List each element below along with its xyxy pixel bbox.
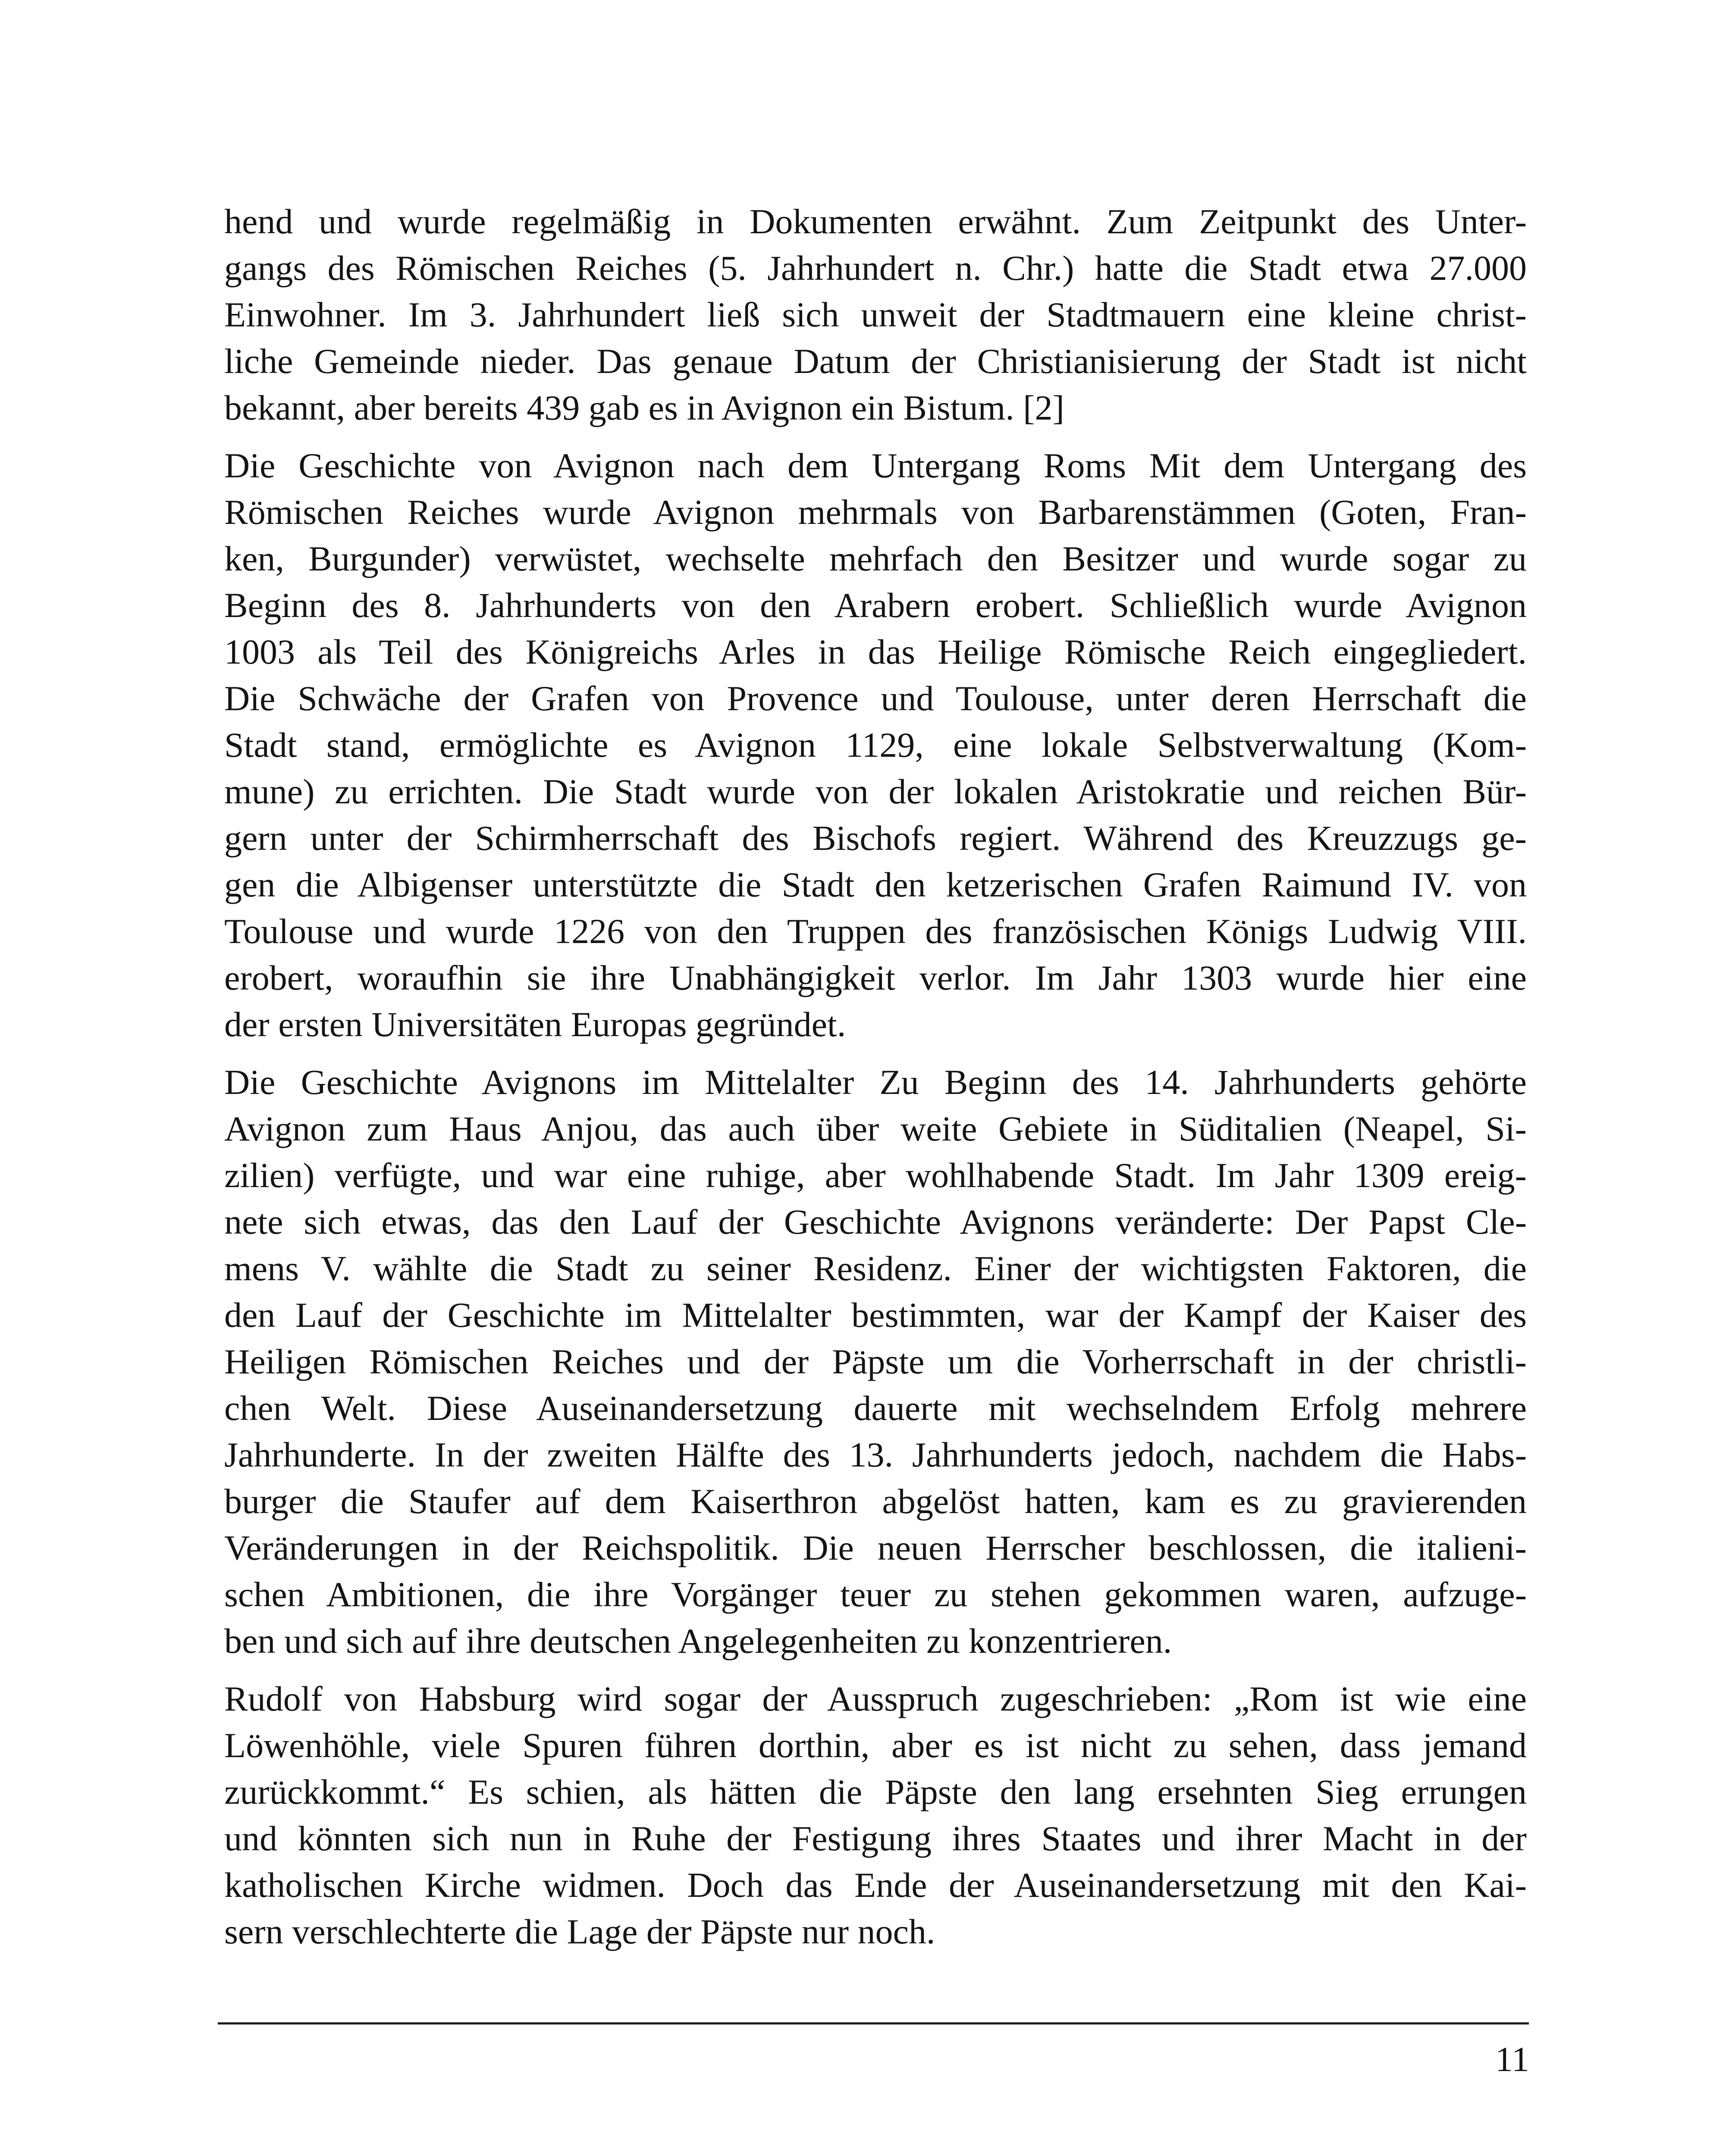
text-line: Avignon zum Haus Anjou, das auch über weite Gebiete in Süditalien (Neapel, Si- xyxy=(224,1109,1527,1148)
text-line: liche Gemeinde nieder. Das genaue Datum der Christianisierung der Stadt ist nicht xyxy=(224,342,1527,381)
text-line: Jahrhunderte. In der zweiten Hälfte des 13. Jahrhunderts jedoch, nachdem die Habs- xyxy=(224,1435,1527,1474)
paragraph xyxy=(224,442,1527,1048)
text-line: Römischen Reiches wurde Avignon mehrmals von Barbarenstämmen (Goten, Fran- xyxy=(224,492,1527,532)
text-line: nete sich etwas, das den Lauf der Geschichte Avignons veränderte: Der Papst Cle- xyxy=(224,1202,1527,1241)
body-text xyxy=(224,198,1527,1966)
footer-divider xyxy=(218,2022,1529,2024)
paragraph xyxy=(224,1059,1527,1664)
text-line: gern unter der Schirmherrschaft des Bischofs regiert. Während des Kreuzzugs ge- xyxy=(224,818,1527,858)
text-line: den Lauf der Geschichte im Mittelalter bestimmten, war der Kampf der Kaiser des xyxy=(224,1295,1527,1335)
text-line: sern verschlechterte die Lage der Päpste nur noch. xyxy=(224,1912,935,1951)
text-line: erobert, woraufhin sie ihre Unabhängigkeit verlor. Im Jahr 1303 wurde hier eine xyxy=(224,958,1527,997)
text-line: mens V. wählte die Stadt zu seiner Residenz. Einer der wichtigsten Faktoren, die xyxy=(224,1249,1527,1288)
text-line: gangs des Römischen Reiches (5. Jahrhundert n. Chr.) hatte die Stadt etwa 27.000 xyxy=(224,248,1527,288)
text-line: ken, Burgunder) verwüstet, wechselte mehrfach den Besitzer und wurde sogar zu xyxy=(224,539,1527,578)
text-line: Stadt stand, ermöglichte es Avignon 1129, eine lokale Selbstverwaltung (Kom- xyxy=(224,725,1527,765)
text-line: Löwenhöhle, viele Spuren führen dorthin, aber es ist nicht zu sehen, dass jemand xyxy=(224,1726,1527,1765)
text-line: mune) zu errichten. Die Stadt wurde von der lokalen Aristokratie und reichen Bür- xyxy=(224,772,1527,811)
text-line: Beginn des 8. Jahrhunderts von den Arabern erobert. Schließlich wurde Avignon xyxy=(224,586,1527,625)
text-line: Rudolf von Habsburg wird sogar der Ausspruch zugeschrieben: „Rom ist wie eine xyxy=(224,1679,1527,1718)
text-line: Veränderungen in der Reichspolitik. Die neuen Herrscher beschlossen, die italieni- xyxy=(224,1528,1527,1567)
text-line: gen die Albigenser unterstützte die Stadt den ketzerischen Grafen Raimund IV. von xyxy=(224,865,1527,904)
text-line: der ersten Universitäten Europas gegründet. xyxy=(224,1005,846,1044)
text-line: katholischen Kirche widmen. Doch das Ende der Auseinandersetzung mit den Kai- xyxy=(224,1865,1527,1905)
text-line: hend und wurde regelmäßig in Dokumenten erwähnt. Zum Zeitpunkt des Unter- xyxy=(224,202,1527,241)
text-line: zurückkommt.“ Es schien, als hätten die Päpste den lang ersehnten Sieg errungen xyxy=(224,1772,1527,1811)
text-line: Die Schwäche der Grafen von Provence und Toulouse, unter deren Herrschaft die xyxy=(224,679,1527,718)
text-line: zilien) verfügte, und war eine ruhige, aber wohlhabende Stadt. Im Jahr 1309 ereig- xyxy=(224,1156,1527,1195)
text-line: burger die Staufer auf dem Kaiserthron abgelöst hatten, kam es zu gravierenden xyxy=(224,1482,1527,1521)
text-line: 1003 als Teil des Königreichs Arles in das Heilige Römische Reich eingegliedert. xyxy=(224,632,1527,671)
text-line: bekannt, aber bereits 439 gab es in Avignon ein Bistum. [2] xyxy=(224,388,1064,427)
text-line: Heiligen Römischen Reiches und der Päpste um die Vorherrschaft in der christli- xyxy=(224,1342,1527,1381)
text-line: chen Welt. Diese Auseinandersetzung dauerte mit wechselndem Erfolg mehrere xyxy=(224,1388,1527,1428)
text-line: Toulouse und wurde 1226 von den Truppen des französischen Königs Ludwig VIII. xyxy=(224,912,1527,951)
text-line: Die Geschichte Avignons im Mittelalter Zu Beginn des 14. Jahrhunderts gehörte xyxy=(224,1062,1527,1102)
text-line: ben und sich auf ihre deutschen Angelegenheiten zu konzentrieren. xyxy=(224,1621,1172,1661)
text-line: Die Geschichte von Avignon nach dem Untergang Roms Mit dem Untergang des xyxy=(224,446,1527,485)
text-line: schen Ambitionen, die ihre Vorgänger teuer zu stehen gekommen waren, aufzuge- xyxy=(224,1575,1527,1614)
paragraph xyxy=(224,1676,1527,1955)
paragraph xyxy=(224,198,1527,431)
text-line: und könnten sich nun in Ruhe der Festigung ihres Staates und ihrer Macht in der xyxy=(224,1819,1527,1858)
page-number: 11 xyxy=(1495,2040,1529,2079)
text-line: Einwohner. Im 3. Jahrhundert ließ sich unweit der Stadtmauern eine kleine christ- xyxy=(224,295,1527,334)
